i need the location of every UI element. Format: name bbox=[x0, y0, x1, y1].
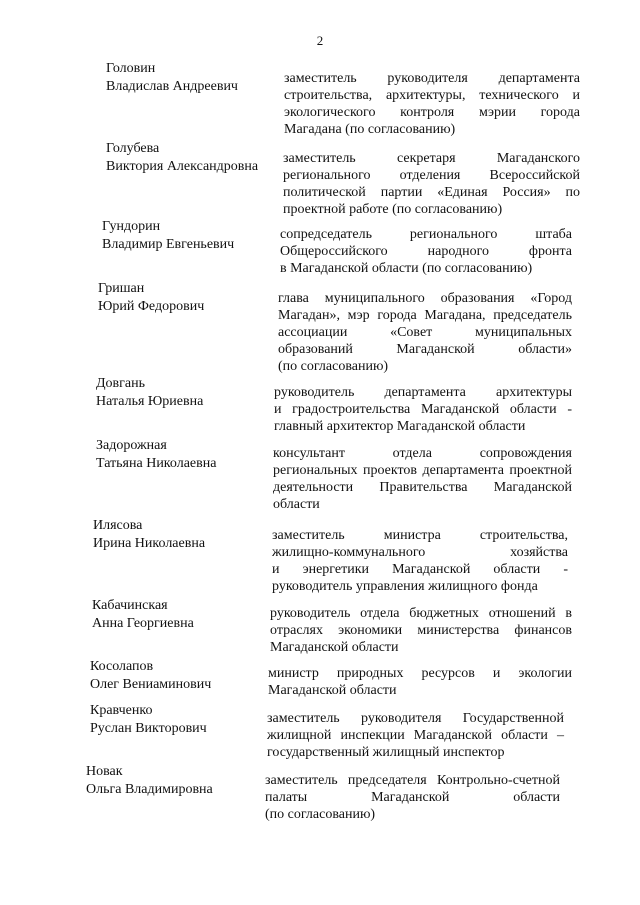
member-name bbox=[92, 597, 194, 633]
member-role bbox=[273, 445, 572, 513]
member-role bbox=[278, 290, 572, 375]
member-given-name: Владимир Евгеньевич bbox=[102, 237, 235, 252]
role-line: Магаданской области bbox=[268, 683, 397, 698]
role-line: Магадан», мэр города Магадана, председатель bbox=[278, 308, 572, 323]
role-line: образований Магаданской области» bbox=[278, 342, 572, 357]
member-given-name: Наталья Юриевна bbox=[96, 394, 204, 409]
member-name bbox=[90, 658, 211, 694]
member-surname: Голубева bbox=[106, 141, 160, 156]
member-name bbox=[93, 517, 205, 553]
role-line: ассоциации «Совет муниципальных bbox=[278, 325, 572, 340]
role-line: руководитель департамента архитектуры bbox=[274, 385, 572, 400]
member-given-name: Ольга Владимировна bbox=[86, 782, 213, 797]
role-line: консультант отдела сопровождения bbox=[273, 446, 572, 461]
member-given-name: Анна Георгиевна bbox=[92, 616, 194, 631]
role-line: заместитель министра строительства, bbox=[272, 528, 568, 543]
role-line: (по согласованию) bbox=[278, 359, 389, 374]
member-name bbox=[98, 280, 204, 316]
member-surname: Задорожная bbox=[96, 438, 167, 453]
member-role bbox=[280, 226, 572, 277]
role-line: проектной работе (по согласованию) bbox=[283, 202, 503, 217]
role-line: государственный жилищный инспектор bbox=[267, 745, 505, 760]
member-role bbox=[272, 527, 568, 595]
member-surname: Кравченко bbox=[90, 703, 153, 718]
role-line: руководитель управления жилищного фонда bbox=[272, 579, 538, 594]
member-name bbox=[102, 218, 234, 254]
role-line: Общероссийского народного фронта bbox=[280, 244, 572, 259]
member-given-name: Ирина Николаевна bbox=[93, 536, 206, 551]
member-given-name: Олег Вениаминович bbox=[90, 677, 212, 692]
member-role bbox=[284, 70, 580, 138]
role-line: и градостроительства Магаданской области - bbox=[274, 402, 572, 417]
role-line: регионального отделения Всероссийской bbox=[283, 168, 580, 183]
member-name bbox=[106, 60, 238, 96]
role-line: заместитель секретаря Магаданского bbox=[283, 151, 580, 166]
role-line: (по согласованию) bbox=[265, 807, 376, 822]
role-line: строительства, архитектуры, технического и bbox=[284, 88, 580, 103]
member-name bbox=[90, 702, 207, 738]
role-line: палаты Магаданской области bbox=[265, 790, 560, 805]
role-line: и энергетики Магаданской области - bbox=[272, 562, 568, 577]
member-given-name: Татьяна Николаевна bbox=[96, 456, 217, 471]
role-line: Магадана (по согласованию) bbox=[284, 122, 456, 137]
member-surname: Кабачинская bbox=[92, 598, 168, 613]
member-role bbox=[268, 665, 572, 699]
member-given-name: Руслан Викторович bbox=[90, 721, 207, 736]
role-line: политической партии «Единая Россия» по bbox=[283, 185, 580, 200]
member-role bbox=[283, 150, 580, 218]
role-line: главный архитектор Магаданской области bbox=[274, 419, 526, 434]
member-name bbox=[96, 375, 203, 411]
member-role bbox=[270, 605, 572, 656]
member-surname: Косолапов bbox=[90, 659, 154, 674]
member-surname: Гришан bbox=[98, 281, 145, 296]
role-line: региональных проектов департамента проектной bbox=[273, 463, 572, 478]
member-role bbox=[267, 710, 564, 761]
member-surname: Гундорин bbox=[102, 219, 161, 234]
role-line: в Магаданской области (по согласованию) bbox=[280, 261, 533, 276]
role-line: заместитель председателя Контрольно-счетной bbox=[265, 773, 560, 788]
page-number: 2 bbox=[316, 33, 324, 48]
member-name bbox=[96, 437, 216, 473]
member-given-name: Юрий Федорович bbox=[98, 299, 205, 314]
role-line: Магаданской области bbox=[270, 640, 399, 655]
member-given-name: Виктория Александровна bbox=[106, 159, 259, 174]
role-line: сопредседатель регионального штаба bbox=[280, 227, 572, 242]
member-role bbox=[274, 384, 572, 435]
member-surname: Илясова bbox=[93, 518, 143, 533]
member-name bbox=[106, 140, 258, 176]
member-given-name: Владислав Андреевич bbox=[106, 79, 238, 94]
role-line: жилищной инспекции Магаданской области – bbox=[267, 728, 564, 743]
member-role bbox=[265, 772, 560, 823]
role-line: руководитель отдела бюджетных отношений в bbox=[270, 606, 572, 621]
role-line: жилищно-коммунального хозяйства bbox=[272, 545, 568, 560]
member-name bbox=[86, 763, 213, 799]
member-surname: Новак bbox=[86, 764, 123, 779]
member-surname: Довгань bbox=[96, 376, 145, 391]
role-line: министр природных ресурсов и экологии bbox=[268, 666, 572, 681]
member-surname: Головин bbox=[106, 61, 156, 76]
role-line: отраслях экономики министерства финансов bbox=[270, 623, 572, 638]
role-line: экологического контроля мэрии города bbox=[284, 105, 580, 120]
role-line: глава муниципального образования «Город bbox=[278, 291, 572, 306]
role-line: области bbox=[273, 497, 320, 512]
role-line: заместитель руководителя департамента bbox=[284, 71, 580, 86]
role-line: заместитель руководителя Государственной bbox=[267, 711, 564, 726]
role-line: деятельности Правительства Магаданской bbox=[273, 480, 572, 495]
